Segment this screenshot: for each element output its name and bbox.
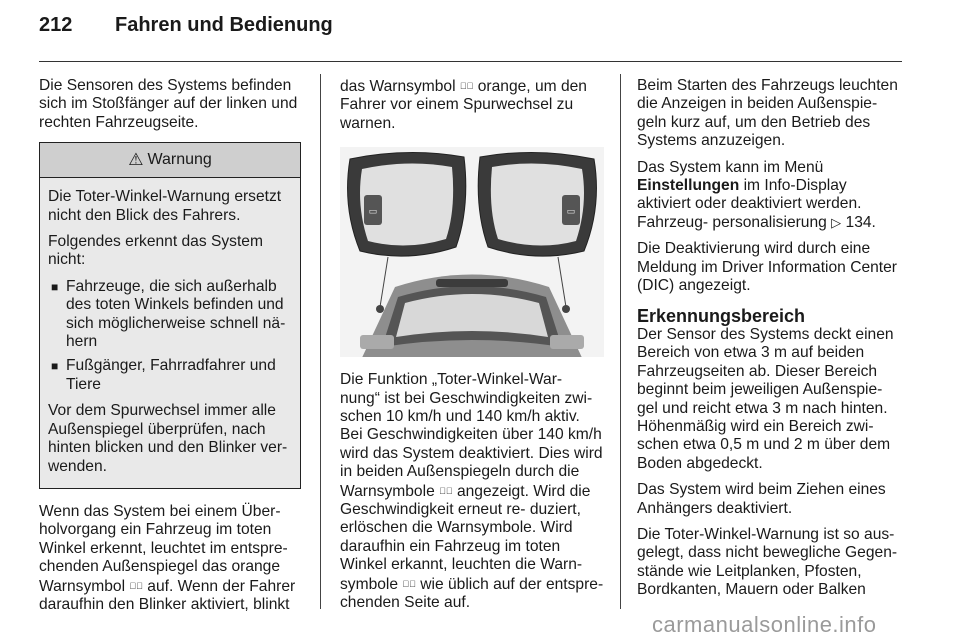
page-reference: 134.	[845, 213, 876, 231]
bullet-icon: ■	[51, 359, 59, 374]
paragraph: Beim Starten des Fahrzeugs leuchten die Anzeigen in beiden Außenspie‐ geln kurz auf, um den Betrieb des Systems anzuzeigen.	[637, 77, 898, 150]
warning-triangle-icon: ⚠	[128, 150, 144, 170]
warning-title: Warnung	[147, 151, 212, 169]
bullet-icon: ■	[51, 279, 59, 294]
column-divider	[620, 74, 621, 609]
list-item-text: Fahrzeuge, die sich außerhalb des toten Winkels befinden und sich möglicherweise schnell nä‐ hern	[66, 277, 286, 351]
paragraph	[340, 371, 604, 612]
paragraph: Die Deaktivierung wird durch eine Meldung im Driver Information Center (DIC) angezeigt.	[637, 240, 897, 295]
text-run: wie üblich auf der entspre‐ chenden Seite auf.	[340, 575, 604, 612]
section-heading: Erkennungsbereich	[637, 306, 806, 327]
paragraph	[637, 159, 903, 233]
warning-list	[48, 278, 292, 394]
paragraph: Das System wird beim Ziehen eines Anhängers deaktiviert.	[637, 481, 886, 517]
column-3	[637, 77, 903, 608]
column-divider	[320, 74, 321, 609]
menu-reference: Einstellungen	[637, 177, 740, 195]
blind-spot-warning-icon: ⊿ᷝ	[439, 485, 453, 496]
text-run: angezeigt. Wird die Geschwindigkeit erneut re‐ duziert, erlöschen die Warnsymbole. Wird daraufhin ein Fahrzeug im toten Winkel erkannt, leuchten die Warn‐ symbole	[340, 482, 591, 593]
page-number: 212	[39, 14, 73, 36]
blind-spot-warning-icon: ⊿ᷝ	[129, 580, 143, 591]
page-header	[39, 14, 333, 37]
list-item	[48, 278, 292, 352]
paragraph: Folgendes erkennt das System nicht:	[48, 233, 263, 269]
text-run: das Warnsymbol	[340, 78, 456, 95]
header-rule	[39, 61, 902, 62]
warning-box	[39, 142, 301, 489]
paragraph: Die Toter-Winkel-Warnung ist so aus‐ gelegt, dass nicht bewegliche Gegen‐ stände wie Leitplanken, Pfosten, Bordkanten, Mauern oder Balken	[637, 525, 898, 599]
column-1	[39, 77, 301, 622]
blind-spot-warning-icon: ⊿ᷝ	[459, 81, 474, 91]
paragraph: Die Toter-Winkel-Warnung ersetzt nicht den Blick des Fahrers.	[48, 188, 282, 224]
page-reference-arrow-icon: ▷	[831, 214, 842, 230]
text-run: orange, um den Fahrer vor einem Spurwechsel zu warnen.	[340, 78, 587, 132]
text-run: Das System kann im Menü	[637, 158, 824, 176]
page-title: Fahren und Bedienung	[115, 14, 333, 36]
column-2	[340, 77, 604, 621]
warning-body	[40, 178, 300, 488]
paragraph: Die Sensoren des Systems befinden sich im Stoßfänger auf der linken und rechten Fahrzeugseite.	[39, 77, 298, 131]
svg-text:▭: ▭	[368, 206, 378, 217]
warning-header	[40, 143, 300, 178]
blind-spot-warning-icon: ⊿ᷝ	[402, 578, 416, 589]
list-item-text: Fußgänger, Fahrradfahrer und Tiere	[66, 357, 276, 393]
paragraph	[39, 503, 301, 614]
text-run: auf. Wenn der Fahrer daraufhin den Blinker aktiviert, blinkt	[39, 577, 296, 613]
side-mirror-illustration	[340, 147, 604, 357]
svg-text:▭: ▭	[566, 206, 576, 217]
text-run: Die Funktion „Toter-Winkel-War‐ nung“ ist bei Geschwindigkeiten zwi‐ schen 10 km/h und 140 km/h aktiv. Bei Geschwindigkeiten über 140 km/h wird das System deaktiviert. Dies wird in beiden Außenspiegeln durch die Warnsymbole	[340, 371, 603, 500]
paragraph: Vor dem Spurwechsel immer alle Außenspiegel überprüfen, nach hinten blicken und den Blinker ver‐ wenden.	[48, 402, 288, 475]
watermark: carmanualsonline.info	[652, 612, 877, 637]
text-run: im Info-Display aktiviert oder deaktiviert werden. Fahrzeug‐ personalisierung	[637, 177, 862, 231]
list-item	[48, 357, 292, 394]
paragraph	[340, 77, 604, 133]
paragraph: Der Sensor des Systems deckt einen Bereich von etwa 3 m auf beiden Fahrzeugseiten ab. Dieser Bereich beginnt beim jeweiligen Außenspie‐ gel und reicht etwa 3 m nach hinten. Höhenmäßig wird ein Bereich zwi‐ schen etwa 0,5 m und 2 m über dem Boden abgedeckt.	[637, 325, 894, 472]
text-run: Wenn das System bei einem Über‐ holvorgang ein Fahrzeug im toten Winkel erkennt, leuchtet im entspre‐ chenden Außenspiegel das orange Warnsymbol	[39, 502, 288, 595]
